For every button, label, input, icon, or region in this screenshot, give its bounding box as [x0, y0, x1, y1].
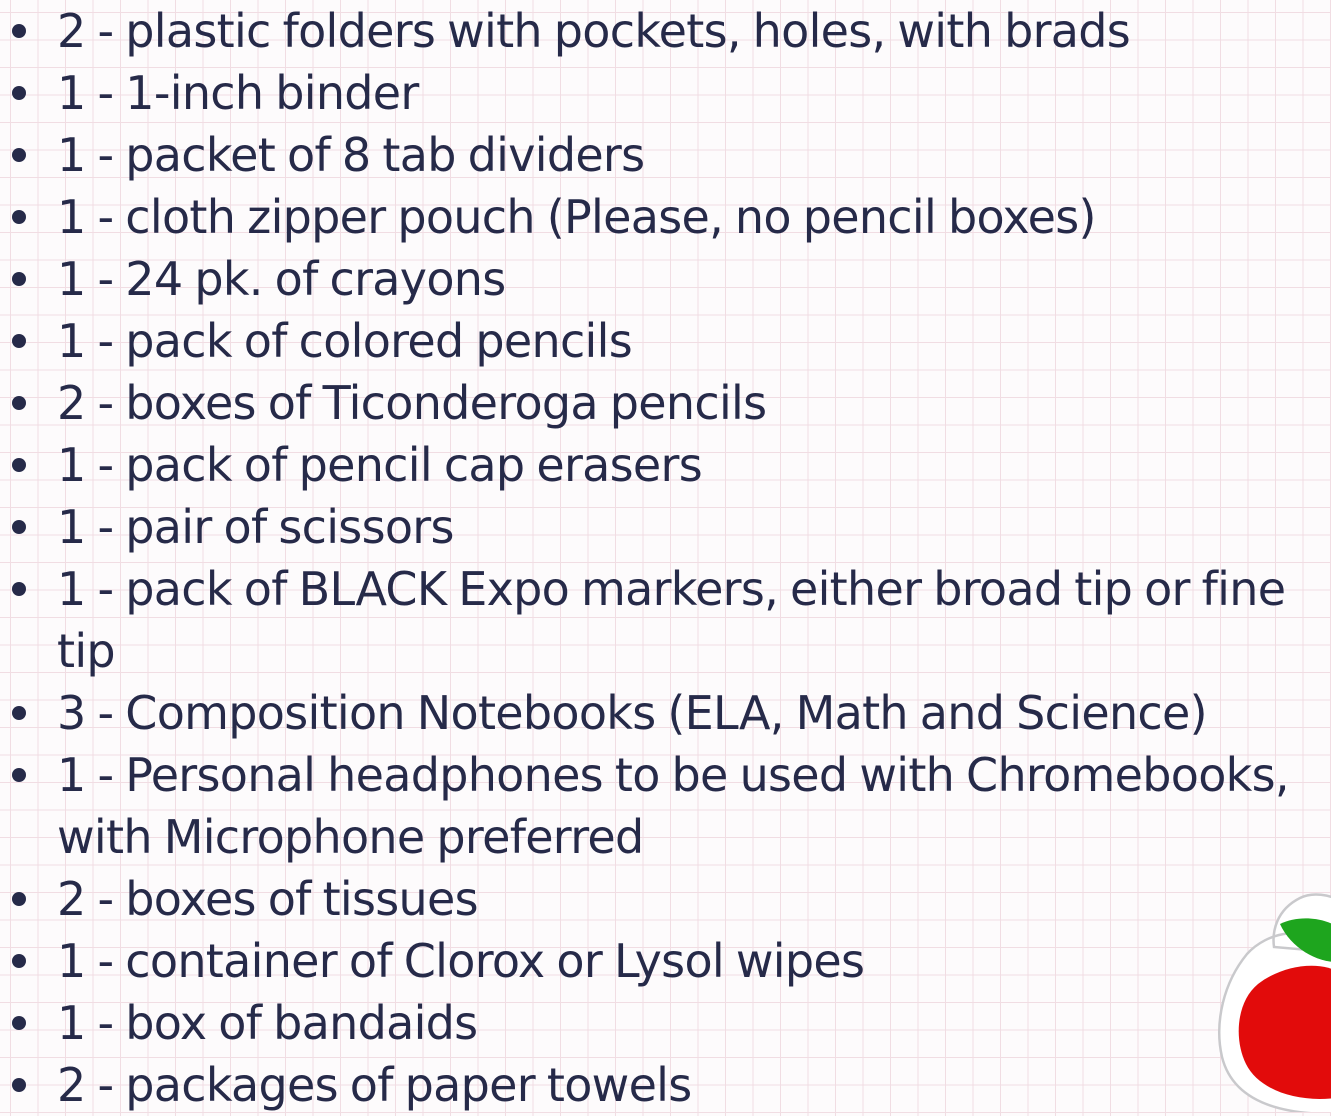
list-item-text: 2 - boxes of Ticonderoga pencils: [57, 376, 767, 430]
bullet-icon: [12, 272, 26, 286]
list-item-text: 1 - 24 pk. of crayons: [57, 252, 506, 306]
list-item-text: 1 - 1-inch binder: [57, 66, 419, 120]
list-item-text: 1 - container of Clorox or Lysol wipes: [57, 934, 865, 988]
list-item-text: 1 - pack of colored pencils: [57, 314, 632, 368]
bullet-icon: [12, 520, 26, 534]
list-item-text: 1 - box of bandaids: [57, 996, 478, 1050]
list-item-text: 2 - boxes of tissues: [57, 872, 478, 926]
list-item-text: 1 - pack of pencil cap erasers: [57, 438, 702, 492]
bullet-icon: [12, 148, 26, 162]
list-item: [0, 0, 1325, 62]
bullet-icon: [12, 892, 26, 906]
list-item-text: 1 - packet of 8 tab dividers: [57, 128, 645, 182]
list-item-text: 1 - cloth zipper pouch (Please, no pencil boxes): [57, 190, 1096, 244]
bullet-icon: [12, 24, 26, 38]
bullet-icon: [12, 706, 26, 720]
bullet-icon: [12, 458, 26, 472]
list-item-text: 2 - packages of paper towels: [57, 1058, 692, 1112]
list-item: [0, 248, 1325, 310]
list-item: [0, 62, 1325, 124]
list-item: [0, 1054, 1325, 1116]
list-item-text: 1 - pack of BLACK Expo markers, either broad tip or fine tip: [57, 562, 1286, 678]
list-item-text: 3 - Composition Notebooks (ELA, Math and Science): [57, 686, 1207, 740]
bullet-icon: [12, 582, 26, 596]
list-item: [0, 434, 1325, 496]
bullet-icon: [12, 396, 26, 410]
list-item: [0, 992, 1325, 1054]
list-item: [0, 868, 1325, 930]
list-item: [0, 682, 1325, 744]
list-item: [0, 558, 1325, 682]
bullet-icon: [12, 1078, 26, 1092]
bullet-icon: [12, 86, 26, 100]
list-item: [0, 930, 1325, 992]
list-item: [0, 186, 1325, 248]
list-item-text: 1 - pair of scissors: [57, 500, 454, 554]
list-item-text: 1 - Personal headphones to be used with Chromebooks, with Microphone preferred: [57, 748, 1289, 864]
bullet-icon: [12, 954, 26, 968]
apple-icon: [1212, 892, 1331, 1112]
list-item: [0, 310, 1325, 372]
bullet-icon: [12, 768, 26, 782]
bullet-icon: [12, 1016, 26, 1030]
bullet-icon: [12, 210, 26, 224]
list-item: [0, 372, 1325, 434]
bullet-icon: [12, 334, 26, 348]
list-item: [0, 124, 1325, 186]
list-item: [0, 496, 1325, 558]
list-item: [0, 744, 1325, 868]
list-item-text: 2 - plastic folders with pockets, holes, with brads: [57, 4, 1131, 58]
